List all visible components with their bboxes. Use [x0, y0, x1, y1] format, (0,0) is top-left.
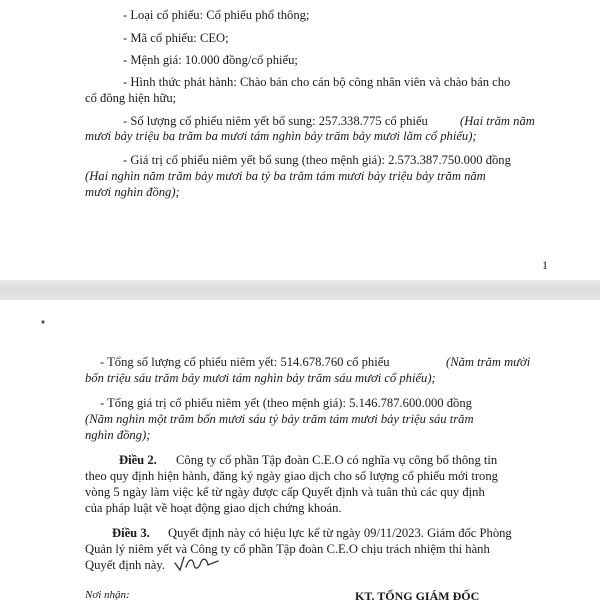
cut-off-footer — [0, 589, 600, 601]
document-page-1: - Loại cổ phiếu: Cổ phiếu phổ thông; - Mã cổ phiếu: CEO; - Mệnh giá: 10.000 đồng/cổ phiếu; - Hình thức phát hành: Chào bán cho cán bộ công nhân viên và chào bán cho cổ đông hiện hữu; - Số lượng cổ phiếu niêm yết bổ sung: 257.338.775 cổ phiếu (Hai trăm năm mươi bảy triệu ba trăm ba mươi tám nghìn bảy trăm bảy mươi lăm cổ phiếu); - Giá trị cổ phiếu niêm yết bổ sung (theo mệnh giá): 2.573.387.750.000 đồng (Hai nghìn năm trăm bảy mươi ba tỷ ba trăm tám mươi bảy triệu bảy trăm năm mươi nghìn đồng); 1 — [0, 0, 600, 280]
page-separator — [0, 280, 600, 300]
initials-signature-mark — [173, 553, 221, 573]
recipients-label: Nơi nhận: — [85, 589, 130, 601]
signatory-title: KT. TỔNG GIÁM ĐỐC — [355, 589, 480, 603]
scan-dot-mark — [40, 319, 46, 325]
page-number: 1 — [542, 258, 548, 272]
